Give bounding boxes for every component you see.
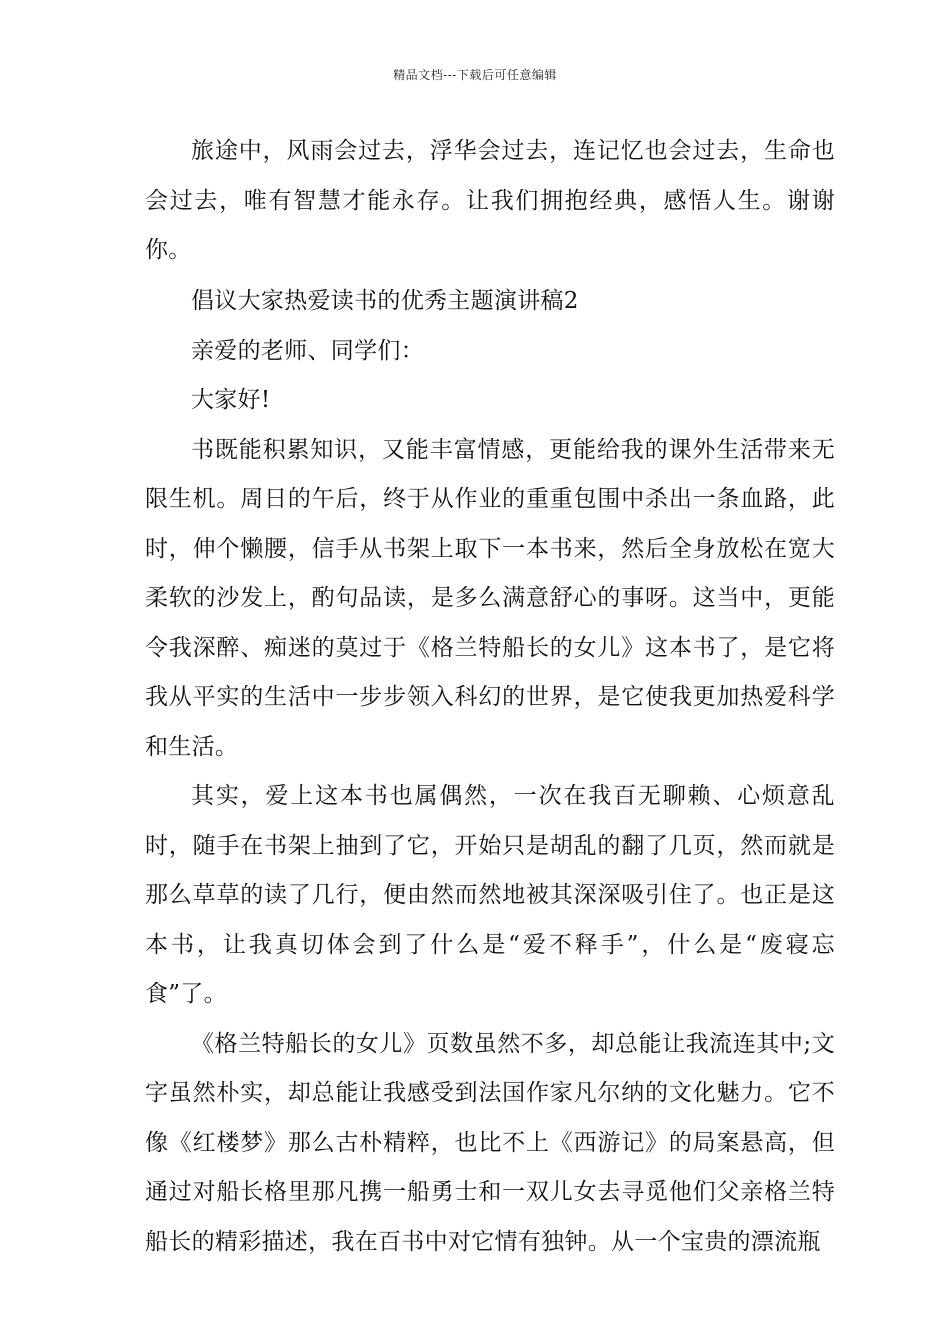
intro-block xyxy=(145,127,835,276)
speech-block xyxy=(145,277,835,1267)
page-header: 精品文档---下载后可任意编辑 xyxy=(393,68,557,82)
body-paragraph-2: 其实，爱上这本书也属偶然，一次在我百无聊赖、心烦意乱时，随手在书架上抽到了它，开始只是胡乱的翻了几页，然而就是那么草草的读了几行，便由然而然地被其深深吸引住了。也正是这本书，让我真切体会到了什么是“爱不释手”，什么是“废寝忘食”了。 xyxy=(145,783,835,1007)
speech-title: 倡议大家热爱读书的优秀主题演讲稿2 xyxy=(191,288,579,314)
greeting: 大家好! xyxy=(191,387,271,413)
body-paragraph-3: 《格兰特船长的女儿》页数虽然不多，却总能让我流连其中;文字虽然朴实，却总能让我感受到法国作家凡尔纳的文化魅力。它不像《红楼梦》那么古朴精粹，也比不上《西游记》的局案悬高，但通过对船长格里那凡携一船勇士和一双儿女去寻觅他们父亲格兰特船长的精彩描述，我在百书中对它情有独钟。从一个宝贵的漂流瓶 xyxy=(145,1030,835,1255)
body-paragraph-1: 书既能积累知识，又能丰富情感，更能给我的课外生活带来无限生机。周日的午后，终于从作业的重重包围中杀出一条血路，此时，伸个懒腰，信手从书架上取下一本书来，然后全身放松在宽大柔软的沙发上，酌句品读，是多么满意舒心的事呀。这当中，更能令我深醉、痴迷的莫过于《格兰特船长的女儿》这本书了，是它将我从平实的生活中一步步领入科幻的世界，是它使我更加热爱科学和生活。 xyxy=(145,436,835,760)
intro-paragraph: 旅途中，风雨会过去，浮华会过去，连记忆也会过去，生命也会过去，唯有智慧才能永存。让我们拥抱经典，感悟人生。谢谢你。 xyxy=(145,138,835,263)
salutation: 亲爱的老师、同学们： xyxy=(191,337,424,364)
